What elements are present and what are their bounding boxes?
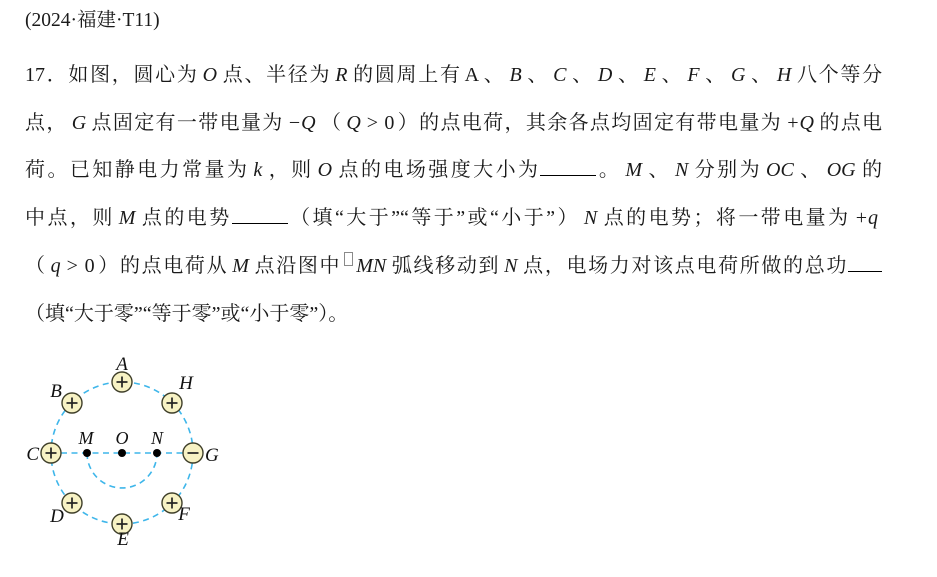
text-segment: （ [319, 111, 343, 134]
text-segment: MN [356, 254, 387, 277]
text-segment: 、 [797, 159, 823, 182]
text-segment: 弧线移动到 [390, 254, 501, 277]
text-segment: −Q [287, 111, 316, 134]
text-segment: B [509, 64, 522, 86]
text-segment [540, 157, 596, 176]
charge-D [62, 493, 82, 513]
text-segment: M [118, 207, 136, 230]
text-segment: 、 [482, 64, 506, 86]
text-segment: +q [854, 207, 879, 230]
label-F: F [178, 504, 190, 525]
text-segment: k [253, 159, 263, 182]
text-segment: C [553, 64, 567, 86]
text-segment: 点，电场力对该点电荷所做的总功 [521, 254, 849, 277]
label-E: E [117, 529, 129, 550]
point-M-dot [83, 449, 91, 457]
text-segment: 、 [570, 64, 594, 86]
label-A: A [116, 354, 128, 375]
charge-H [162, 393, 182, 413]
text-segment: O [317, 159, 333, 182]
text-segment: 的 [859, 159, 883, 182]
text-segment: D [597, 64, 613, 86]
label-N: N [150, 428, 164, 448]
point-O-dot [118, 449, 126, 457]
text-segment: 、 [703, 64, 727, 86]
charge-A [112, 372, 132, 392]
text-segment [848, 253, 882, 272]
text-segment: +Q [786, 111, 814, 134]
text-segment: F [687, 64, 700, 86]
charge-B [62, 393, 82, 413]
text-segment: 、 [646, 159, 671, 182]
text-segment: ）的点电荷，其余各点均固定有带电量为 [396, 111, 783, 134]
text-segment: 点沿图中 [252, 254, 342, 277]
text-segment: Q [346, 111, 361, 134]
text-segment: O [202, 64, 218, 86]
text-segment: OG [826, 159, 856, 182]
text-segment: N [674, 159, 689, 182]
label-H: H [179, 373, 193, 394]
text-segment: M [232, 254, 249, 277]
text-segment: 、 [616, 64, 640, 86]
charge-circle-figure [10, 348, 240, 562]
problem-line-2 [25, 100, 882, 148]
text-segment: > 0 [366, 111, 395, 134]
label-D: D [50, 506, 64, 527]
text-segment: q [50, 254, 61, 277]
arc-MN [87, 453, 157, 488]
text-segment: 中点，则 [25, 207, 115, 230]
text-segment: OC [766, 159, 794, 182]
text-segment: 点， [25, 111, 68, 134]
charge-C [41, 443, 61, 463]
charge-G [183, 443, 203, 463]
text-segment: 点的电场强度大小为 [336, 159, 541, 182]
label-C: C [26, 444, 39, 465]
label-G: G [205, 445, 219, 466]
point-N-dot [153, 449, 161, 457]
text-segment [232, 205, 288, 224]
text-segment: 17．如图，圆心为 [25, 64, 199, 86]
source-tag: (2024·福建·T11) [25, 10, 160, 31]
text-segment: > 0 [66, 254, 95, 277]
text-segment: （填“大于零”“等于零”或“小于零”）。 [25, 302, 349, 325]
text-segment: H [776, 64, 792, 86]
problem-text [25, 52, 882, 338]
text-segment: ，则 [266, 159, 314, 182]
text-segment: 的点电 [818, 111, 883, 134]
text-segment: 、 [525, 64, 550, 86]
label-M: M [78, 428, 94, 448]
text-segment: （ [25, 254, 47, 277]
label-O: O [115, 428, 129, 448]
problem-line-4 [25, 195, 882, 243]
text-segment: 荷。已知静电力常量为 [25, 159, 250, 182]
problem-line-1 [25, 52, 882, 100]
problem-line-3 [25, 147, 882, 195]
text-segment: 点、半径为 [221, 64, 332, 86]
label-B: B [50, 381, 62, 402]
text-segment: 。 [596, 159, 622, 182]
text-segment: G [71, 111, 87, 134]
text-segment: 点的电势 [139, 207, 232, 230]
text-segment: 八个等分 [795, 64, 883, 86]
text-segment: 的圆周上有 [351, 64, 462, 86]
text-segment: E [643, 64, 656, 86]
text-segment: 、 [659, 64, 684, 86]
text-segment: 、 [749, 64, 773, 86]
text-segment: N [583, 207, 598, 230]
text-segment: G [730, 64, 746, 86]
text-segment: 分别为 [692, 159, 763, 182]
text-segment: ）的点电荷从 [96, 254, 229, 277]
text-segment: R [335, 64, 348, 86]
text-segment: N [504, 254, 518, 277]
text-segment: 点的电势；将一带电量为 [601, 207, 851, 230]
text-segment: A [464, 64, 480, 86]
text-segment: （填“大于”“等于”或“小于”） [287, 207, 580, 230]
problem-line-6 [25, 291, 882, 339]
problem-line-5 [25, 243, 882, 291]
text-segment: 点固定有一带电量为 [90, 111, 284, 134]
text-segment: M [625, 159, 643, 182]
